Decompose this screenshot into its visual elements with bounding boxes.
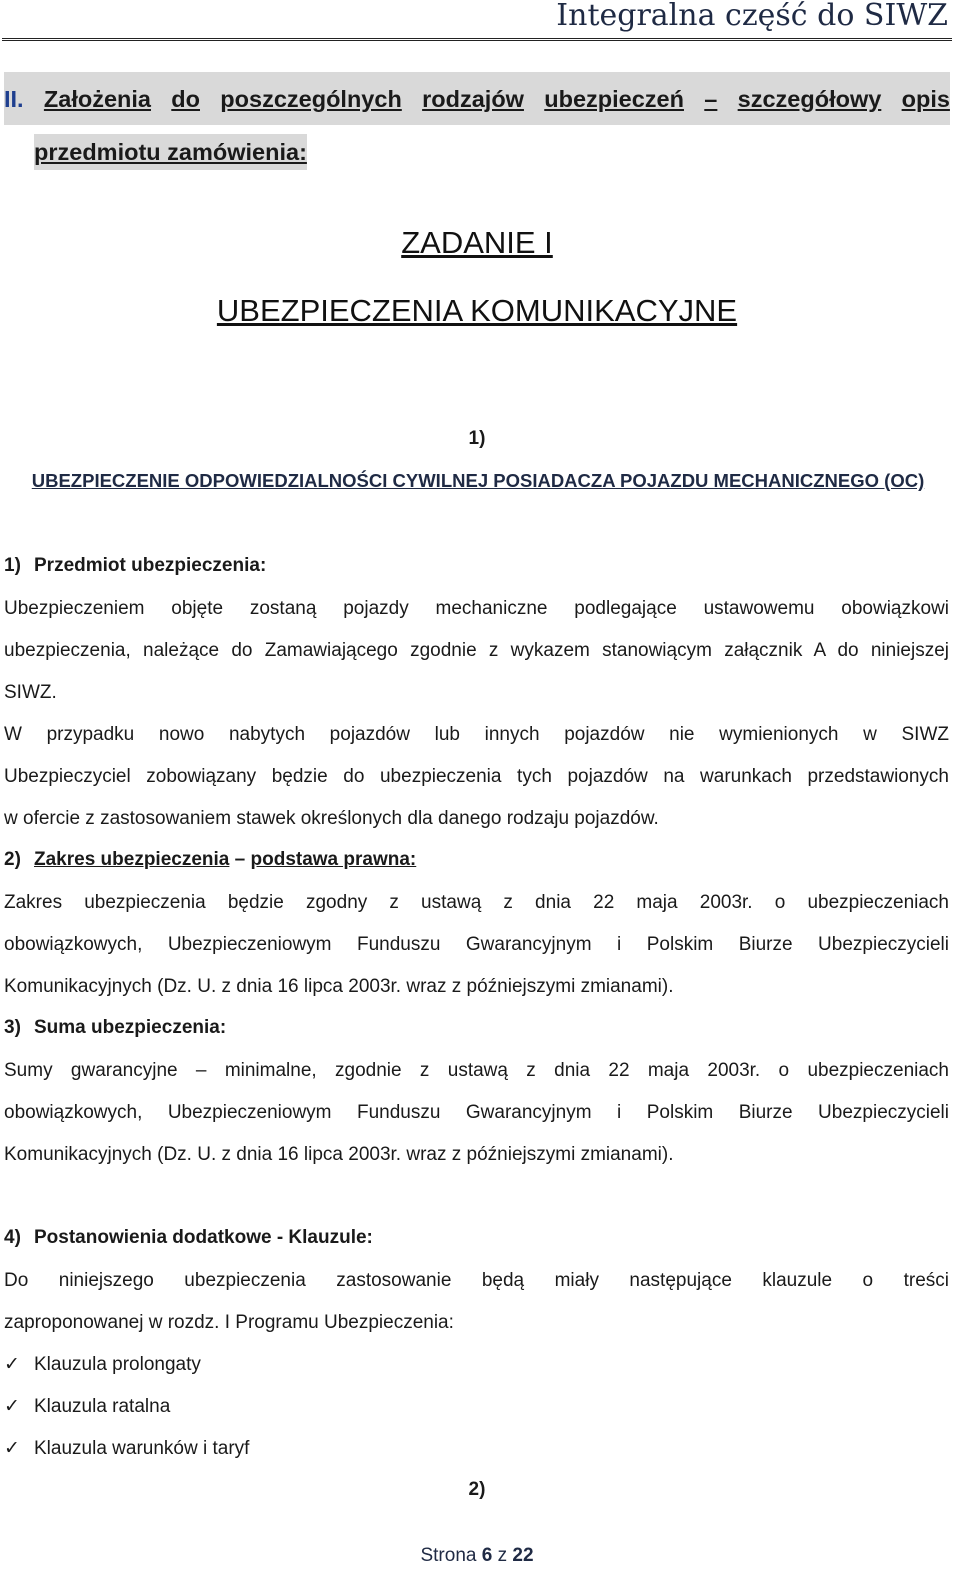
footer-current-page: 6 bbox=[481, 1545, 493, 1566]
footer-total-pages: 22 bbox=[512, 1545, 534, 1566]
clause-label: Klauzula prolongaty bbox=[34, 1354, 201, 1375]
section-2-title-sep: – bbox=[229, 849, 251, 870]
section-3-title: Suma ubezpieczenia: bbox=[34, 1017, 227, 1038]
section-1-number: 1) bbox=[4, 555, 21, 576]
section-1-paragraph-2 bbox=[4, 714, 949, 840]
checkmark-icon: ✓ bbox=[4, 1438, 20, 1459]
footer-separator: z bbox=[497, 1545, 508, 1566]
task-subtitle: UBEZPIECZENIA KOMUNIKACYJNE bbox=[216, 293, 738, 328]
section-4-heading bbox=[4, 1227, 373, 1249]
footer-prefix: Strona bbox=[420, 1545, 477, 1566]
text-line: obowiązkowych, Ubezpieczeniowym Funduszu Gwarancyjnym i Polskim Biurze Ubezpieczycieli bbox=[4, 934, 949, 955]
section-4-title: Postanowienia dodatkowe - Klauzule: bbox=[34, 1227, 373, 1248]
clause-item bbox=[4, 1395, 170, 1418]
heading-word: szczegółowy bbox=[737, 85, 882, 112]
section-2-number: 2) bbox=[4, 849, 21, 870]
heading-word: opis bbox=[901, 85, 950, 112]
insurance-title: UBEZPIECZENIE ODPOWIEDZIALNOŚCI CYWILNEJ POSIADACZA POJAZDU MECHANICZNEGO (OC) bbox=[31, 470, 925, 491]
checkmark-icon: ✓ bbox=[4, 1396, 20, 1417]
section-3-number: 3) bbox=[4, 1017, 21, 1038]
checkmark-icon: ✓ bbox=[4, 1354, 20, 1375]
section-2-heading bbox=[4, 849, 416, 871]
heading-word: – bbox=[704, 85, 718, 112]
text-line: Zakres ubezpieczenia będzie zgodny z ustawą z dnia 22 maja 2003r. o ubezpieczeniach bbox=[4, 892, 949, 913]
section-heading-text: przedmiotu zamówienia: bbox=[34, 134, 307, 170]
next-insurance-number: 2) bbox=[468, 1479, 486, 1500]
section-2-paragraph bbox=[4, 882, 949, 1008]
text-line: zaproponowanej w rozdz. I Programu Ubezpieczenia: bbox=[4, 1312, 454, 1333]
section-heading-line-1 bbox=[4, 72, 950, 125]
section-number: II. bbox=[4, 85, 24, 112]
clause-item bbox=[4, 1353, 201, 1376]
heading-word: rodzajów bbox=[422, 85, 524, 112]
text-line: obowiązkowych, Ubezpieczeniowym Funduszu Gwarancyjnym i Polskim Biurze Ubezpieczycieli bbox=[4, 1102, 949, 1123]
clause-item bbox=[4, 1437, 249, 1460]
heading-word: ubezpieczeń bbox=[544, 85, 684, 112]
heading-word: poszczególnych bbox=[220, 85, 402, 112]
section-2-title-a: Zakres ubezpieczenia bbox=[34, 849, 230, 870]
section-heading-line-2 bbox=[4, 125, 950, 178]
text-line: w ofercie z zastosowaniem stawek określonych dla danego rodzaju pojazdów. bbox=[4, 808, 659, 829]
task-title: ZADANIE I bbox=[401, 225, 553, 260]
section-3-paragraph bbox=[4, 1050, 949, 1176]
text-line: SIWZ. bbox=[4, 682, 57, 703]
header-divider bbox=[2, 38, 952, 41]
page-header bbox=[0, 0, 954, 40]
section-4-paragraph bbox=[4, 1260, 949, 1344]
section-1-paragraph-1 bbox=[4, 588, 949, 714]
text-line: Sumy gwarancyjne – minimalne, zgodnie z ustawą z dnia 22 maja 2003r. o ubezpieczeniach bbox=[4, 1060, 949, 1081]
section-1-heading bbox=[4, 555, 266, 577]
text-line: ubezpieczenia, należące do Zamawiającego zgodnie z wykazem stanowiącym załącznik A do niniejszej bbox=[4, 640, 949, 661]
section-1-title: Przedmiot ubezpieczenia: bbox=[34, 555, 267, 576]
section-3-heading bbox=[4, 1017, 226, 1039]
text-line: Ubezpieczyciel zobowiązany będzie do ubezpieczenia tych pojazdów na warunkach przedstawionych bbox=[4, 766, 949, 787]
clause-label: Klauzula warunków i taryf bbox=[34, 1438, 250, 1459]
text-line: W przypadku nowo nabytych pojazdów lub innych pojazdów nie wymienionych w SIWZ bbox=[4, 724, 949, 745]
text-line: Komunikacyjnych (Dz. U. z dnia 16 lipca 2003r. wraz z późniejszymi zmianami). bbox=[4, 976, 674, 997]
section-2-title-b: podstawa prawna: bbox=[250, 849, 417, 870]
page-footer bbox=[0, 1545, 954, 1567]
insurance-number: 1) bbox=[468, 428, 486, 449]
heading-word: Założenia bbox=[43, 85, 151, 112]
header-title: Integralna część do SIWZ bbox=[556, 0, 948, 33]
text-line: Ubezpieczeniem objęte zostaną pojazdy mechaniczne podlegające ustawowemu obowiązkowi bbox=[4, 598, 949, 619]
text-line: Komunikacyjnych (Dz. U. z dnia 16 lipca 2003r. wraz z późniejszymi zmianami). bbox=[4, 1144, 674, 1165]
text-line: Do niniejszego ubezpieczenia zastosowanie będą miały następujące klauzule o treści bbox=[4, 1270, 949, 1291]
clause-label: Klauzula ratalna bbox=[34, 1396, 171, 1417]
section-heading bbox=[4, 72, 950, 178]
section-4-number: 4) bbox=[4, 1227, 21, 1248]
heading-word: do bbox=[171, 85, 200, 112]
